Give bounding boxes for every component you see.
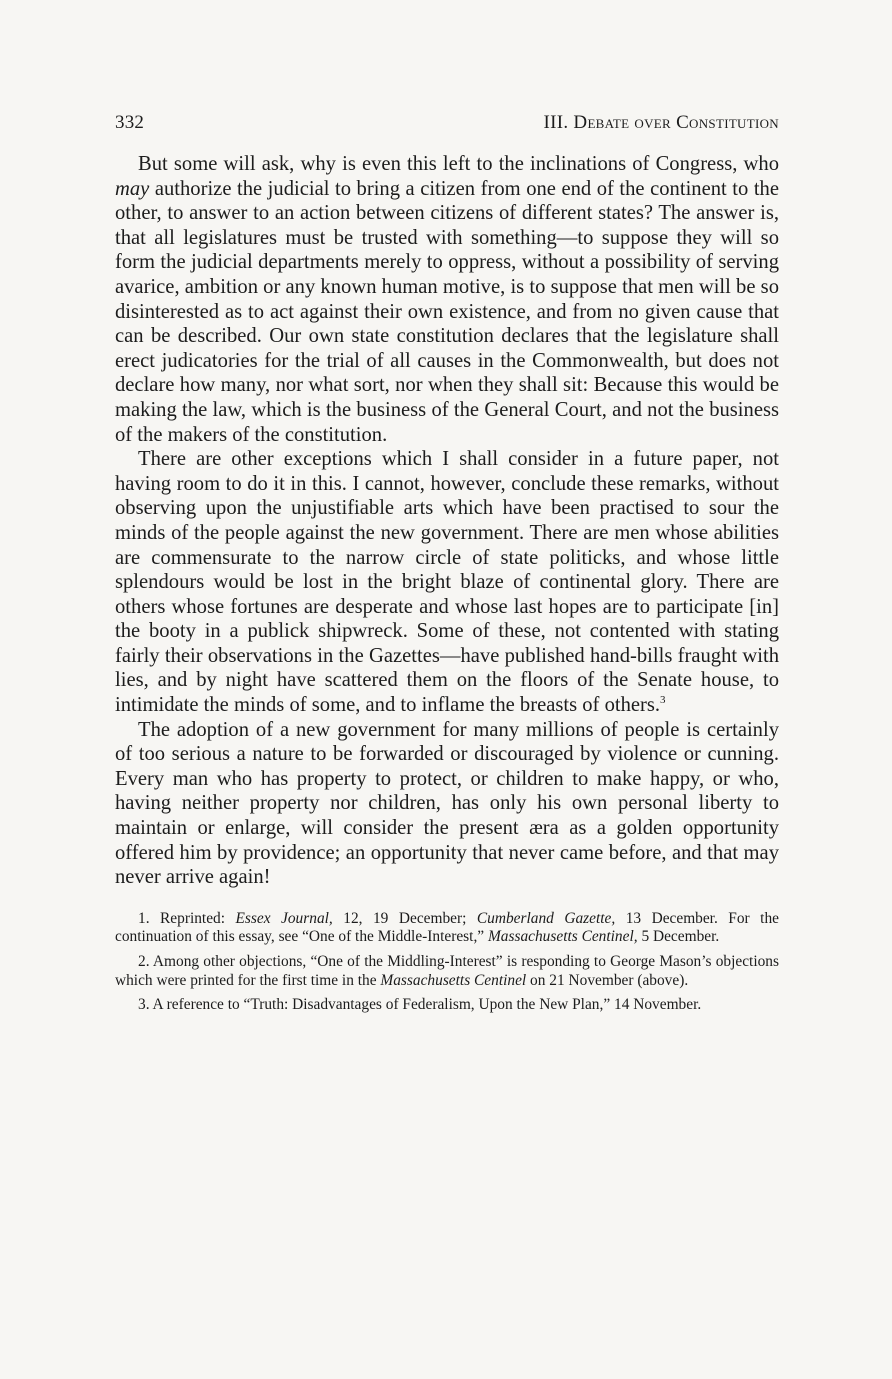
footnote-2-text-b: on 21 November (above).	[526, 971, 689, 989]
footnote-1-text-b: 12, 19 December;	[332, 909, 477, 927]
footnote-reference-3: 3	[660, 694, 666, 707]
running-title: III. Debate over Constitution	[543, 112, 779, 133]
paragraph-1-emphasis: may	[115, 177, 150, 200]
footnote-1-text-c: 13 December. For the continuation of this essay, see “One of the Middle-Interest,”	[115, 909, 779, 946]
footnote-3	[115, 996, 779, 1015]
paragraph-3-text: The adoption of a new government for many millions of people is certainly of too serious a nature to be forwarded or discouraged by violence or cunning. Every man who has property to protect, or children to make happy, or who, having neither property nor children, has only his own personal liberty to maintain or enlarge, will consider the present æra as a golden opportunity offered him by providence; an opportunity that never came before, and that may never arrive again!	[115, 718, 779, 889]
essay-body	[115, 152, 779, 890]
footnote-1-title-cumberland-gazette: Cumberland Gazette,	[476, 909, 616, 927]
footnote-2-text-a: 2. Among other objections, “One of the Middling-Interest” is responding to George Mason’s objections which were printed for the first time in the	[115, 953, 779, 989]
footnotes	[115, 910, 779, 1015]
paragraph-1-text-b: authorize the judicial to bring a citizen from one end of the continent to the other, to answer to an action between citizens of different states? The answer is, that all legislatures must be trusted with something—to suppose they will so form the judicial departments merely to oppress, without a possibility of serving avarice, ambition or any known human motive, is to suppose that men will be so disinterested as to act against their own existence, and from no given cause that can be described. Our own state constitution declares that the legislature shall erect judicatories for the trial of all causes in the Commonwealth, but does not declare how many, nor what sort, nor when they shall sit: Because this would be making the law, which is the business of the General Court, and not the business of the makers of the constitution.	[115, 177, 779, 446]
footnote-3-text: 3. A reference to “Truth: Disadvantages of Federalism, Upon the New Plan,” 14 November.	[138, 996, 702, 1014]
footnote-1-text-a: 1. Reprinted:	[138, 909, 236, 927]
footnote-1-title-essex-journal: Essex Journal,	[235, 909, 333, 927]
paragraph-2-text: There are other exceptions which I shall consider in a future paper, not having room to do it in this. I cannot, however, conclude these remarks, without observing upon the unjustifiable arts which have been practised to sour the minds of the people against the new government. There are men whose abilities are commensurate to the narrow circle of state politicks, and whose little splendours would be lost in the bright blaze of continental glory. There are others whose fortunes are desperate and whose last hopes are to participate [in] the booty in a publick shipwreck. Some of these, not contented with stating fairly their observations in the Gazettes—have published hand-bills fraught with lies, and by night have scattered them on the floors of the Senate house, to intimidate the minds of some, and to inflame the breasts of others.	[115, 448, 779, 717]
footnote-1	[115, 910, 779, 947]
paragraph-1-text-a: But some will ask, why is even this left to the inclinations of Congress, who	[138, 153, 779, 175]
running-head	[115, 112, 779, 134]
paragraph-3	[115, 718, 779, 890]
footnote-2	[115, 953, 779, 990]
paragraph-2	[115, 447, 779, 718]
book-page	[115, 112, 779, 1021]
footnote-1-text-d: 5 December.	[637, 928, 720, 946]
footnote-1-title-massachusetts-centinel: Massachusetts Centinel,	[487, 928, 638, 946]
page-number: 332	[115, 112, 145, 133]
footnote-2-title-massachusetts-centinel: Massachusetts Centinel	[380, 971, 527, 989]
paragraph-1	[115, 152, 779, 447]
